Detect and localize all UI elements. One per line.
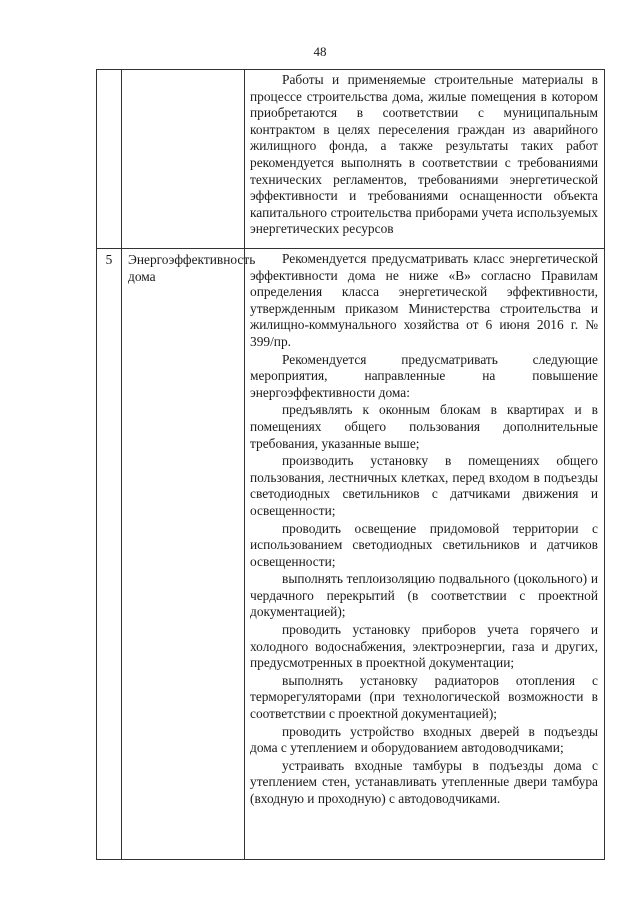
row-text-cell xyxy=(245,70,605,249)
requirements-table xyxy=(96,69,605,860)
paragraph: выполнять теплоизоляцию подвального (цокольного) и чердачного перекрытий (в соответствии с проектной документацией); xyxy=(250,571,598,620)
paragraph: выполнять установку радиаторов отопления с терморегуляторами (при технологической возможности в соответствии с проектной документацией); xyxy=(250,672,598,722)
table-row xyxy=(97,70,605,249)
paragraph: Работы и применяемые строительные материалы в процессе строительства дома, жилые помещения в котором приобретаются в соответствии с муниципальным контрактом в целях переселения граждан из аварийного жилищного фонда, а также результаты таких работ рекомендуется выполнять в соответствии с требованиями технических регламентов, требованиями энергетической эффективности и требованиями оснащенности объекта капитального строительства приборами учета используемых энергетических ресурсов xyxy=(250,72,598,237)
paragraph: устраивать входные тамбуры в подъезды дома с утеплением стен, устанавливать утепленные двери тамбура (входную и проходную) с автодоводчиками. xyxy=(250,757,598,806)
paragraph: Рекомендуется предусматривать следующие мероприятия, направленные на повышение энергоэффективности дома: xyxy=(250,351,598,400)
row-name-cell xyxy=(122,249,256,860)
paragraph: предъявлять к оконным блокам в квартирах и в помещениях общего пользования дополнительные требования, указанные выше; xyxy=(250,402,598,451)
paragraph: производить установку в помещениях общего пользования, лестничных клетках, перед входом в подъезды светодиодных светильников с датчиками движения и освещенности; xyxy=(250,453,598,518)
page-number: 48 xyxy=(313,44,327,59)
row-number-cell xyxy=(97,70,122,249)
row-number: 5 xyxy=(105,252,113,267)
row-number-cell xyxy=(97,249,122,860)
paragraph: проводить освещение придомовой территории с использованием светодиодных светильников и датчиков освещенности; xyxy=(250,520,598,569)
paragraph: проводить установку приборов учета горячего и холодного водоснабжения, электроэнергии, газа и других, предусмотренных в проектной документации; xyxy=(250,622,598,671)
table-row xyxy=(97,249,605,860)
paragraph: проводить устройство входных дверей в подъезды дома с утеплением и оборудованием автодоводчиками; xyxy=(250,723,598,756)
row-number xyxy=(97,70,121,73)
row-name-cell xyxy=(122,70,245,249)
paragraph: Рекомендуется предусматривать класс энергетической эффективности дома не ниже «В» согласно Правилам определения класса энергетической эффективности, утвержденным приказом Министерства строительства и жилищно-коммунального хозяйства от 6 июня 2016 г. № 399/пр. xyxy=(250,251,598,349)
row-text-cell xyxy=(245,249,605,860)
row-name: Энергоэффективность дома xyxy=(128,252,256,284)
